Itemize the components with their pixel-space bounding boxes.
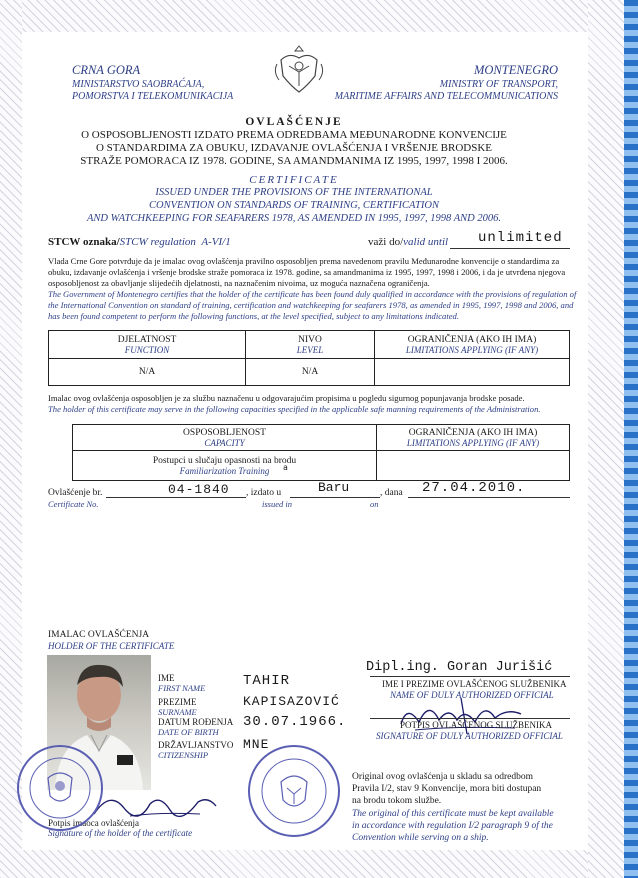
capacity-limitations-cell — [377, 451, 570, 481]
title-line-me-1: O OSPOSOBLJENOSTI IZDATO PREMA ODREDBAMA MEĐUNARODNE KONVENCIJE — [81, 129, 507, 141]
valid-until-label — [368, 236, 448, 248]
capacity-table — [72, 424, 570, 481]
official-name-underline — [370, 676, 570, 677]
issued-in-underline — [290, 497, 380, 498]
first-name-label-en: FIRST NAME — [158, 683, 206, 693]
coat-of-arms-emblem — [271, 42, 327, 98]
issued-in-value: Baru — [318, 480, 350, 495]
capacity-limitations-header: OGRANIČENJA (AKO IH IMA) LIMITATIONS APPLYING (IF ANY) — [377, 425, 570, 451]
header-left-ministry: MINISTARSTVO SAOBRAĆAJA, — [72, 79, 205, 90]
header-right-ministry-2: MARITIME AFFAIRS AND TELECOMMUNICATIONS — [334, 91, 558, 102]
official-name: Dipl.ing. Goran Jurišić — [366, 660, 553, 675]
stcw-label-en: STCW regulation — [119, 236, 196, 248]
footer-note-en-2: in accordance with regulation I/2 paragraph 9 of the — [352, 821, 553, 831]
holder-sig-label: Potpis imaoca ovlašćenja — [48, 818, 139, 828]
title-heading-en: CERTIFICATE — [249, 174, 339, 186]
official-sig-underline — [370, 718, 570, 719]
paragraph-en-2: the International Convention on standard of training, certification and watchkeeping for seafarers 1978, as amended in 1995, 1997, 1998 and 2006, and — [48, 300, 574, 310]
footer-note-me-1: Original ovog ovlašćenja u skladu sa odredbom — [352, 772, 533, 782]
date-underline — [408, 497, 570, 498]
holder-title: IMALAC OVLAŠĆENJA — [48, 630, 150, 640]
limitations-cell — [375, 359, 570, 386]
date-value: 27.04.2010. — [422, 480, 526, 496]
issued-in-label: , izdato u — [246, 488, 282, 498]
function-header: DJELATNOST FUNCTION — [49, 331, 246, 359]
stcw-label — [48, 236, 231, 248]
header-right-ministry: MINISTRY OF TRANSPORT, — [439, 79, 558, 90]
function-cell: N/A — [49, 359, 246, 386]
first-name-value: TAHIR — [243, 673, 291, 689]
paragraph-en-3: has been found competent to perform the following functions, at the level specified, subject to any limitations indicated. — [48, 311, 459, 321]
official-stamp-right — [245, 742, 343, 840]
date-label-en: on — [370, 499, 379, 509]
citizenship-label-en: CITIZENSHIP — [158, 750, 209, 760]
title-line-me-2: O STANDARDIMA ZA OBUKU, IZDAVANJE OVLAŠĆENJA I VRŠENJE BRODSKE — [95, 142, 493, 154]
stcw-label-me: STCW oznaka/ — [48, 236, 120, 248]
footer-note-en-1: The original of this certificate must be kept available — [352, 809, 554, 819]
official-stamp-left — [14, 742, 106, 834]
title-heading-me: OVLAŠĆENJE — [245, 116, 343, 128]
holder-signature — [90, 786, 220, 822]
footer-note-en-3: Convention while serving on a ship. — [352, 833, 489, 843]
capacity-note-en: The holder of this certificate may serve in the following capacities specified in the applicable safe manning requirements of the Administration. — [48, 404, 541, 414]
title-line-en-2: CONVENTION ON STANDARDS OF TRAINING, CERTIFICATION — [149, 200, 439, 211]
issued-in-label-en: issued in — [262, 499, 292, 509]
header-left-ministry-2: POMORSTVA I TELEKOMUNIKACIJA — [72, 91, 234, 102]
paragraph-me-1: Vlada Crne Gore potvrđuje da je imalac ovog ovlašćenja pravilno osposobljen prema navedenom pravilu Međunarodne konvencije o standardima za — [48, 256, 560, 266]
title-line-en-3: AND WATCHKEEPING FOR SEAFARERS 1978, AS AMENDED IN 1995, 1997, 1998 AND 2006. — [87, 213, 501, 224]
cert-no-value: 04-1840 — [168, 482, 230, 497]
valid-label-me: važi do/ — [368, 236, 404, 248]
cert-no-underline — [106, 497, 246, 498]
limitations-header: OGRANIČENJA (AKO IH IMA) LIMITATIONS APPLYING (IF ANY) — [375, 331, 570, 359]
title-line-en-1: ISSUED UNDER THE PROVISIONS OF THE INTERNATIONAL — [155, 187, 433, 198]
valid-until-value: unlimited — [478, 230, 563, 246]
stcw-value: A-VI/1 — [201, 236, 231, 248]
valid-label-en: valid until — [403, 236, 449, 248]
official-sig-label: POTPIS OVLAŠĆENOG SLUŽBENIKA — [400, 720, 553, 730]
footer-note-me-3: na brodu tokom službe. — [352, 796, 442, 806]
title-line-me-3: STRAŽE POMORACA IZ 1978. GODINE, SA AMANDMANIMA IZ 1995, 1997, 1998 I 2006. — [80, 155, 508, 167]
cert-no-label-en: Certificate No. — [48, 499, 99, 509]
capacity-header: OSPOSOBLJENOST CAPACITY — [73, 425, 377, 451]
valid-until-underline — [450, 248, 570, 249]
official-name-label: IME I PREZIME OVLAŠĆENOG SLUŽBENIKA — [382, 679, 567, 689]
footer-note-me-2: Pravila I/2, stav 9 Konvencije, mora biti dostupan — [352, 784, 542, 794]
paragraph-en-1: The Government of Montenegro certifies that the holder of the certificate has been found duly qualified in accordance with the provisions of regulation of — [48, 289, 577, 299]
dob-label: DATUM ROĐENJA — [158, 717, 234, 727]
dob-label-en: DATE OF BIRTH — [158, 727, 219, 737]
surname-label: PREZIME — [158, 697, 197, 707]
capacity-cell: Postupci u slučaju opasnosti na brodu Familiarization Training a — [73, 451, 377, 481]
function-table — [48, 330, 570, 386]
cert-no-label: Ovlašćenje br. — [48, 488, 103, 498]
paragraph-me-3: osposobljenost za obavljanje slijedećih djelatnosti, na naznačenim nivoima, uz moguća naznačena ograničenja. — [48, 278, 430, 288]
holder-title-en: HOLDER OF THE CERTIFICATE — [48, 641, 175, 651]
citizenship-value: MNE — [243, 737, 270, 752]
date-label: , dana — [380, 488, 403, 498]
guilloche-border-bottom — [0, 850, 638, 878]
paragraph-me-2: obuku, izdavanje ovlašćenja i vršenje brodske straže pomoraca iz 1978. godine, sa amandmanima iz 1995, 1997, 1998 i 2006, i da je utvrđena njegova — [48, 267, 566, 277]
surname-value: KAPISAZOVIĆ — [243, 694, 340, 709]
official-name-label-en: NAME OF DULY AUTHORIZED OFFICIAL — [390, 690, 554, 700]
holder-sig-label-en: Signature of the holder of the certificate — [48, 828, 193, 838]
blue-binding-strip — [624, 0, 638, 878]
header-right-country: MONTENEGRO — [473, 63, 558, 77]
official-sig-label-en: SIGNATURE OF DULY AUTHORIZED OFFICIAL — [376, 731, 563, 741]
citizenship-label: DRŽAVLJANSTVO — [158, 740, 234, 750]
header-left-country: CRNA GORA — [72, 63, 141, 77]
capacity-note-me: Imalac ovog ovlašćenja osposobljen je za službu naznačenu u odgovarajućim propisima u pogledu sigurnog popunjavanja brodske posade. — [48, 393, 525, 403]
dob-value: 30.07.1966. — [243, 714, 347, 730]
level-header: NIVO LEVEL — [246, 331, 375, 359]
first-name-label: IME — [158, 673, 175, 683]
surname-label-en: SURNAME — [158, 707, 197, 717]
guilloche-border-top — [0, 0, 638, 32]
level-cell: N/A — [246, 359, 375, 386]
